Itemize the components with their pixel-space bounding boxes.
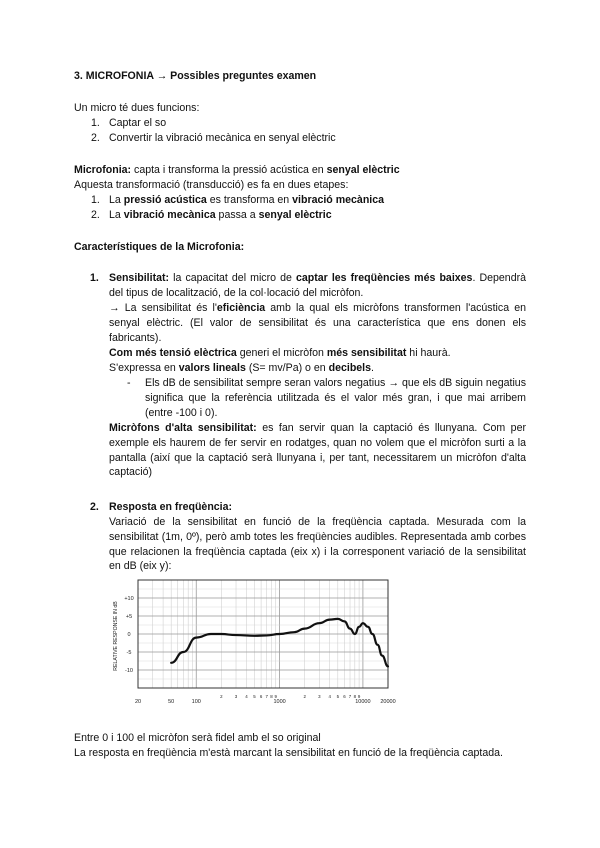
- sensibilitat-bullet: Els dB de sensibilitat sempre seran valors negatius → que els dB siguin negatius significa que la referència utilitzada és el valor més gran, i que mai arribem (entre -100 i 0).: [145, 377, 526, 419]
- x-tick-label: 20: [134, 699, 142, 705]
- sensibilitat-tensio: Com més tensió elèctrica generi el micròfon més sensibilitat hi haurà.: [109, 347, 451, 359]
- x-tick-label: 1000: [273, 699, 286, 705]
- intro-item: Captar el so: [109, 117, 167, 129]
- x-tick-label: 6: [259, 694, 263, 699]
- x-tick-label: 5: [253, 694, 256, 699]
- sensibilitat-alta: Micròfons d'alta sensibilitat: es fan servir quan la captació és llunyana. Com per exemple els haurem de fer servir en rodatges, quan no volem que el micròfon surti a la pantalla (així que la captació serà llunyana i, per tant, necessitarem un micròfon d'alta captació): [109, 422, 526, 479]
- x-tick-label: 9: [274, 694, 277, 699]
- x-tick-label: 8: [353, 694, 357, 699]
- section-heading: 3. MICROFONIA → Possibles preguntes examen: [74, 70, 317, 82]
- resposta-title: Resposta en freqüència:: [109, 501, 233, 513]
- x-tick-label: 2: [303, 694, 306, 699]
- stage-item: La pressió acústica es transforma en vibració mecànica: [109, 194, 385, 206]
- y-axis-label: RELATIVE RESPONSE IN dB: [113, 601, 119, 671]
- x-tick-label: 20000: [380, 699, 396, 705]
- intro-item-number: 2.: [91, 132, 100, 144]
- intro-text: Un micro té dues funcions:: [74, 102, 200, 114]
- footer-line-2: La resposta en freqüència m'està marcant la sensibilitat en funció de la freqüència captada.: [74, 747, 503, 759]
- y-tick-label: -5: [126, 650, 132, 656]
- x-tick-label: 5: [336, 694, 340, 699]
- sensibilitat-title: Sensibilitat:: [109, 272, 170, 284]
- stage-item: La vibració mecànica passa a senyal elèctric: [109, 209, 332, 221]
- x-tick-label: 4: [328, 694, 331, 699]
- resposta-paragraph: Variació de la sensibilitat en funció de la freqüència captada. Mesurada com la sensibilitat (1m, 0º), però amb totes les freqüències audibles. Representada amb corbes que relacionen la freqüència captada (eix x) i la corresponent variació de la sensibilitat en dB (eix y):: [109, 516, 526, 573]
- x-tick-label: 3: [234, 694, 238, 699]
- footer-line-1: Entre 0 i 100 el micròfon serà fidel amb el so original: [74, 732, 321, 744]
- x-tick-label: 4: [245, 694, 248, 699]
- y-tick-label: -10: [125, 668, 133, 674]
- sensibilitat-eficiencia: → La sensibilitat és l'eficiència amb la qual els micròfons transformen l'acústica en senyal elèctric. (El valor de sensibilitat és una característica que ens donen els fabricants).: [109, 302, 526, 344]
- x-tick-label: 6: [343, 694, 346, 699]
- intro-item-number: 1.: [91, 117, 100, 129]
- sensibilitat-paragraph: Sensibilitat: la capacitat del micro de captar les freqüències més baixes. Dependrà del tipus de localització, de la col·locació del micròfon.: [109, 272, 527, 299]
- x-tick-label: 7: [348, 694, 352, 699]
- x-tick-label: 100: [191, 699, 201, 705]
- frequency-response-chart: [108, 578, 396, 708]
- microfonia-definition: Microfonia: capta i transforma la pressió acústica en senyal elèctric: [74, 164, 400, 176]
- x-tick-label: 2: [220, 694, 223, 699]
- sensibilitat-number: 1.: [90, 272, 99, 284]
- x-tick-label: 10000: [355, 699, 371, 705]
- y-tick-label: 0: [127, 632, 131, 638]
- bullet-mark: -: [127, 377, 131, 389]
- x-tick-label: 9: [357, 694, 361, 699]
- microfonia-term: Microfonia:: [74, 164, 132, 176]
- stages-text: Aquesta transformació (transducció) es fa en dues etapes:: [74, 179, 349, 191]
- stage-number: 1.: [91, 194, 100, 206]
- y-tick-label: +5: [125, 614, 133, 620]
- x-tick-label: 3: [318, 694, 321, 699]
- x-tick-label: 50: [168, 699, 175, 705]
- stage-number: 2.: [91, 209, 100, 221]
- y-tick-label: +10: [124, 596, 134, 602]
- intro-item: Convertir la vibració mecànica en senyal elèctric: [109, 132, 336, 144]
- caracteristiques-title: Característiques de la Microfonia:: [74, 241, 245, 253]
- x-tick-label: 8: [270, 694, 273, 699]
- sensibilitat-expressio: S'expressa en valors lineals (S= mv/Pa) o en decibels.: [109, 362, 374, 374]
- x-tick-label: 7: [265, 694, 268, 699]
- resposta-number: 2.: [90, 501, 99, 513]
